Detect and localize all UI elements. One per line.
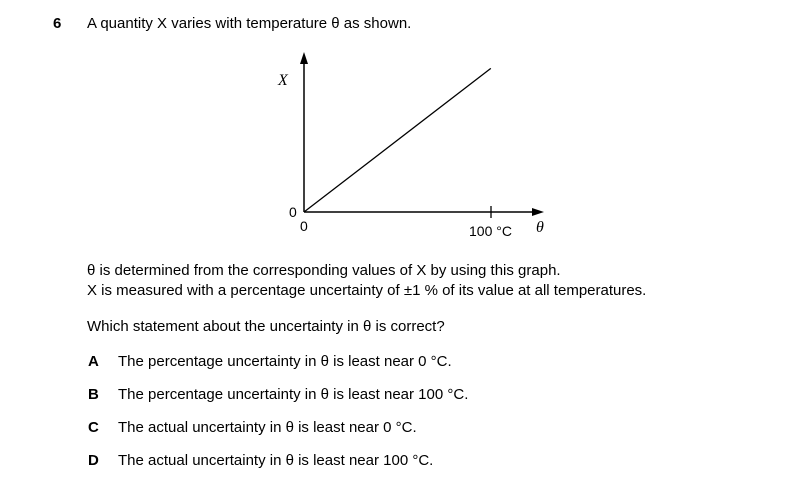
question-number: 6 (53, 15, 62, 32)
option-a-label: A (88, 353, 99, 370)
y-axis-arrow (300, 52, 308, 64)
question-prompt: Which statement about the uncertainty in θ is correct? (87, 318, 445, 335)
x-tick-label: 100 °C (469, 223, 512, 239)
option-b-label: B (88, 386, 99, 403)
info-line-2: X is measured with a percentage uncertainty of ±1 % of its value at all temperatures. (87, 282, 647, 299)
question-intro: A quantity X varies with temperature θ as shown. (87, 15, 412, 32)
y-axis-label: X (278, 72, 288, 89)
option-d-label: D (88, 452, 99, 469)
option-c-label: C (88, 419, 99, 436)
option-c-text: The actual uncertainty in θ is least near 0 °C. (118, 419, 417, 436)
info-line-1: θ is determined from the corresponding values of X by using this graph. (87, 262, 561, 279)
option-d-text: The actual uncertainty in θ is least near 100 °C. (118, 452, 434, 469)
option-b-text: The percentage uncertainty in θ is least near 100 °C. (118, 386, 469, 403)
origin-x-label: 0 (300, 218, 308, 234)
origin-y-label: 0 (289, 204, 297, 220)
option-a-text: The percentage uncertainty in θ is least near 0 °C. (118, 353, 452, 370)
data-line (304, 68, 491, 212)
x-axis-label: θ (536, 219, 544, 236)
x-axis-arrow (532, 208, 544, 216)
